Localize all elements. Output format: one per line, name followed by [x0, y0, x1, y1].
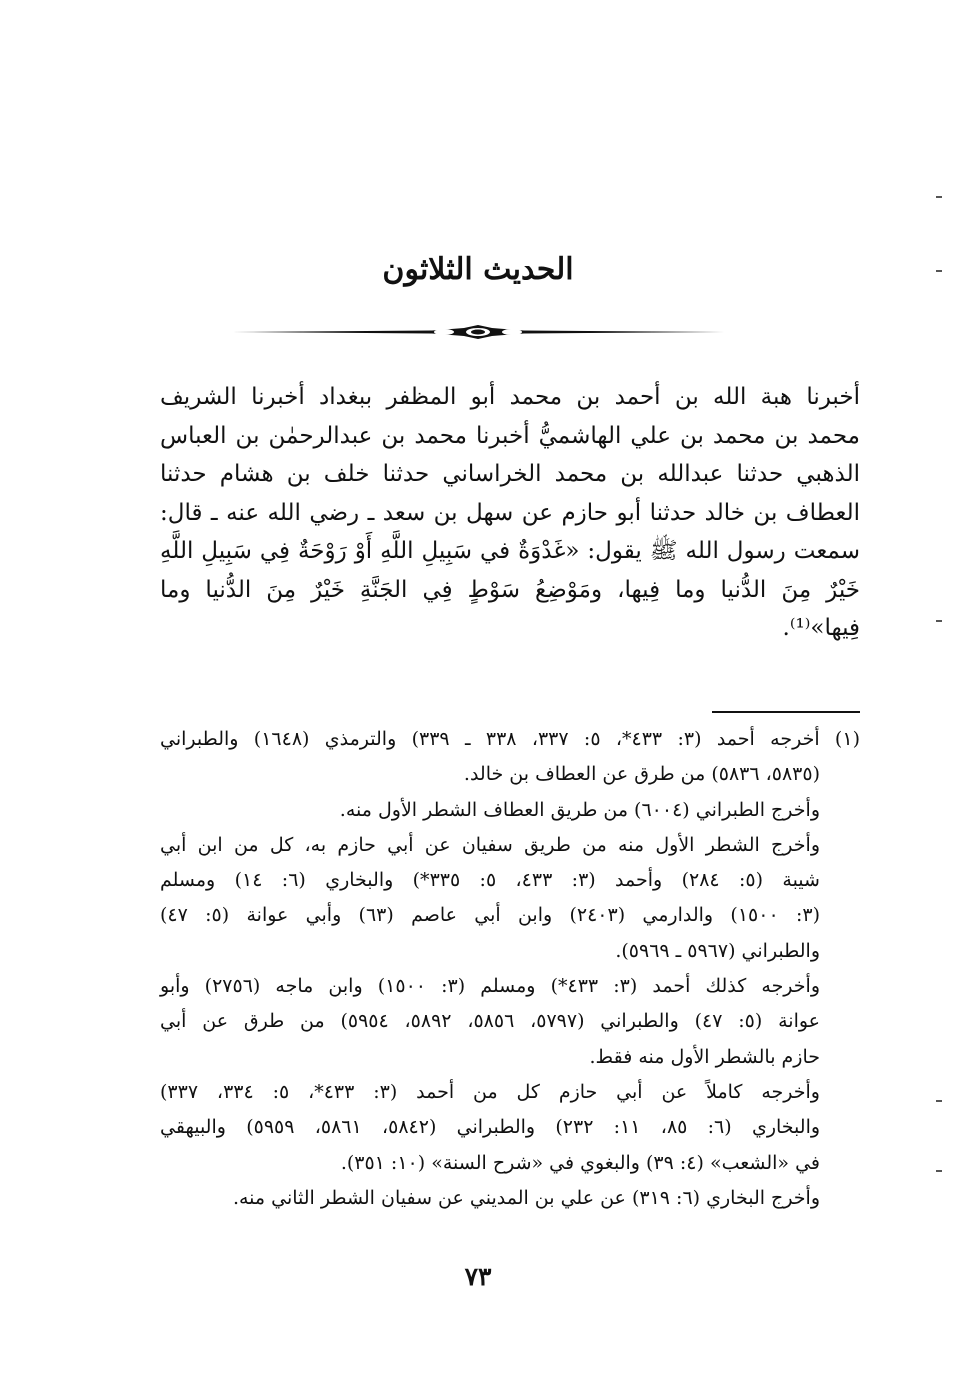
hadith-body — [160, 378, 860, 648]
footnote-line: وأخرجه كذلك أحمد (٣: ٤٣٣*) ومسلم (٣: ١٥٠٠) وابن ماجه (٢٧٥٦) وأبو — [160, 975, 820, 998]
footnotes — [160, 722, 860, 1216]
footnote-paragraph — [160, 969, 860, 1075]
footnote-paragraph — [160, 722, 860, 793]
scan-margin-mark — [936, 1100, 942, 1102]
body-line: العطاف بن خالد حدثنا أبو حازم عن سهل بن سعد ـ رضي الله عنه ـ قال: — [160, 499, 860, 526]
body-line: خَيْرٌ مِنَ الدُّنيا وما فِيها، ومَوْضِعُ سَوْطٍ فِي الجَنَّةِ خَيْرٌ مِنَ الدُّنيا وما — [160, 576, 860, 603]
body-line: أخبرنا هبة الله بن أحمد بن محمد أبو المظفر ببغداد أخبرنا الشريف — [160, 384, 860, 410]
footnote-line: وأخرج الشطر الأول منه من طريق سفيان عن أبي حازم به، كل من ابن أبي — [160, 833, 820, 856]
scan-margin-mark — [936, 620, 942, 622]
footnote-line: (١) أخرجه أحمد (٣: ٤٣٣*، ٥: ٣٣٧، ٣٣٨ ـ ٣٣٩) والترمذي (١٦٤٨) والطبراني — [160, 728, 860, 750]
scan-margin-mark — [936, 270, 942, 272]
scan-margin-mark — [936, 196, 942, 198]
title-ornament-divider — [232, 322, 724, 342]
footnote-line: في «الشعب» (٤: ٣٩) والبغوي في «شرح السنة» (١٠: ٣٥١). — [340, 1151, 820, 1174]
footnote-line: والبخاري (٦: ٨٥، ١١: ٢٣٢) والطبراني (٥٨٤٢، ٥٨٦١، ٥٩٥٩) والبيهقي — [160, 1116, 821, 1139]
scan-margin-mark — [936, 1170, 942, 1172]
footnote-paragraph — [160, 793, 860, 828]
footnote-line: (٥٨٣٥، ٥٨٣٦) من طرق عن العطاف بن خالد. — [463, 763, 820, 786]
footnote-line: وأخرج الطبراني (٦٠٠٤) من طريق العطاف الشطر الأول منه. — [339, 798, 820, 821]
footnote-separator — [712, 711, 860, 713]
footnote-paragraph — [160, 1075, 860, 1181]
footnote-line: شيبة (٥: ٢٨٤) وأحمد (٣: ٤٣٣، ٥: ٣٣٥*) والبخاري (٦: ١٤) ومسلم — [160, 869, 820, 892]
page-title: الحديث الثلاثون — [382, 252, 574, 287]
footnote-line: والطبراني (٥٩٦٧ ـ ٥٩٦٩). — [615, 939, 820, 962]
footnote-paragraph — [160, 1181, 860, 1216]
body-line: فِيها»⁽¹⁾. — [782, 615, 860, 641]
footnote-line: وأخرج البخاري (٦: ٣١٩) عن علي بن المديني عن سفيان الشطر الثاني منه. — [232, 1186, 820, 1209]
footnote-line: حازم بالشطر الأول منه فقط. — [589, 1045, 820, 1068]
body-line — [160, 417, 860, 456]
footnote-line: (٣: ١٥٠٠) والدارمي (٢٤٠٣) وابن أبي عاصم (٦٣) وأبي عوانة (٥: ٤٧) — [160, 904, 820, 927]
footnote-line: عوانة (٥: ٤٧) والطبراني (٥٧٩٧، ٥٨٥٦، ٥٨٩٢، ٥٩٥٤) من طرق عن أبي — [160, 1010, 820, 1033]
body-line: الذهبي حدثنا عبدالله بن محمد الخراساني حدثنا خلف بن هشام حدثنا — [160, 461, 860, 487]
footnote-paragraph — [160, 828, 860, 969]
body-line: سمعت رسول الله ﷺ يقول: «غَدْوَةٌ في سَبِيلِ اللَّهِ أَوْ رَوْحَةٌ فِي سَبِيلِ اللَّهِ — [160, 538, 860, 564]
page-number: ٧٣ — [464, 1262, 492, 1291]
body-line-text: محمد بن محمد بن علي الهاشميُّ أخبرنا محمد بن عبدالرحمٰن بن العباس — [160, 422, 860, 449]
footnote-line: وأخرجه كاملاً عن أبي حازم كل من أحمد (٣: ٤٣٣*، ٥: ٣٣٤، ٣٣٧) — [160, 1080, 820, 1103]
